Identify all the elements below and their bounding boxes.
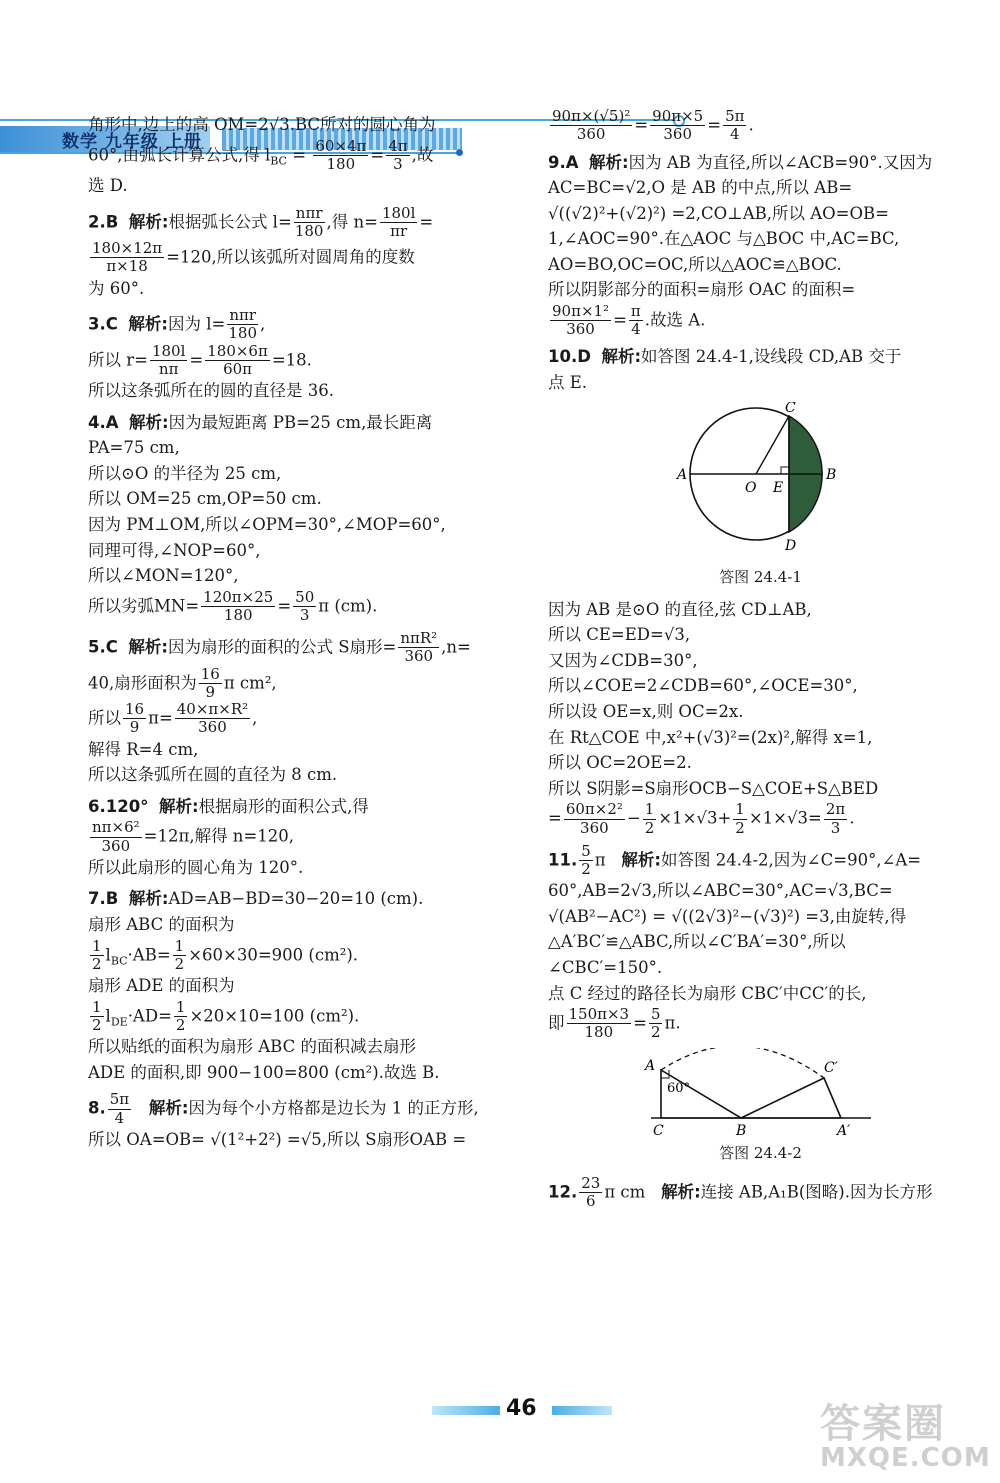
figure-caption: 答图 24.4-1 — [719, 567, 802, 586]
left-column — [88, 112, 508, 1158]
label-C-prime: C′ — [823, 1059, 838, 1076]
label-E: E — [772, 479, 783, 496]
page-number: 46 — [506, 1396, 537, 1421]
answer-10: 10.D 解析:如答图 24.4-1,设线段 CD,AB 交于 点 E. — [548, 347, 902, 392]
label-A-prime: A′ — [836, 1122, 850, 1138]
fraction: $\frac{60\times 4\pi}{180}$ — [315, 136, 367, 173]
label-D: D — [784, 537, 796, 554]
label-O: O — [744, 479, 756, 496]
right-column — [548, 107, 973, 1216]
answer-4: 4.A 解析:因为最短距离 PB=25 cm,最长距离 PA=75 cm, 所以⊙O 的半径为 25 cm, 所以 OM=25 cm,OP=50 cm. 因为 PM⊥OM,所以∠OPM=30°,∠MOP=60°, 同理可得,∠NOP=60°, 所以∠MON=120°, 所以劣弧MN= $\frac{120\pi\times 25}{180}$ = $\frac{50}{3}$ π (cm). — [88, 412, 446, 624]
label-A: A — [676, 466, 687, 483]
label-B: B — [825, 466, 836, 483]
label-angle: 60° — [666, 1080, 690, 1096]
answer-8: 8. $\frac{5\pi}{4}$ 解析:因为每个小方格都是边长为 1 的正方形, 所以 OA=OB= √(1²+2²) =√5,所以 S扇形OAB = — [88, 1090, 479, 1149]
answer-9: 9.A 解析:因为 AB 为直径,所以∠ACB=90°.又因为 AC=BC=√2,O 是 AB 的中点,所以 AB= √((√2)²+(√2)²) =2,CO⊥AB,所以 AO=OB= 1,∠AOC=90°.在△AOC 与△BOC 中,AC=BC, AO=BO,OC=OC,所以△AOC≌△BOC. 所以阴影部分的面积=扇形 OAC 的面积= $\frac{\text{90π×1²}}{360}$ = $\frac{\pi}{4}$ .故选 A. — [548, 152, 933, 339]
label-C: C — [652, 1122, 664, 1138]
fraction: $\frac{4\pi}{3}$ — [388, 136, 408, 173]
q1-continued: 角形中,边上的高 OM=2√3.BC所对的圆心角为 60°,由弧长计算公式,得 $l_{BC}$ = $\frac{60\times 4\pi}{180}$ = $\frac{4\pi}{3}$ ,故 选 D. — [88, 115, 436, 196]
footer-bar-left — [432, 1406, 500, 1415]
q8-continued: $\frac{\text{90π×(√5)²}}{360}$ = $\frac{90\pi\times 5}{360}$ = $\frac{5\pi}{4}$ . — [552, 107, 754, 144]
answer-2: 2.B 解析:根据弧长公式 l= $\frac{\text{nπr}}{180}$ ,得 n= $\frac{180l}{\pi r}$ = $\frac{180\times 12\pi}{\pi\times 18}$ =120,所以该弧所对圆周角的度数 为 60°. — [88, 203, 434, 298]
answer-6: 6.120° 解析:根据扇形的面积公式,得 $\frac{\text{nπ×6²}}{360}$ =12π,解得 n=120, 所以此扇形的圆心角为 120°. — [88, 796, 369, 877]
label-C: C — [784, 401, 796, 416]
answer-3: 3.C 解析:因为 l= $\frac{\text{nπr}}{180}$ , 所以 r= $\frac{180l}{n\pi}$ = $\frac{180\times 6\pi}{60\pi}$ =18. 所以这条弧所在的圆的直径是 36. — [88, 306, 334, 401]
book-title: 数学 九年级 上册 — [62, 132, 202, 152]
figure-24-4-1 — [661, 402, 861, 562]
label-B: B — [735, 1122, 746, 1138]
answer-7: 7.B 解析:AD=AB−BD=30−20=10 (cm). 扇形 ABC 的面积为 $\frac{1}{2}$ $l_{BC}\cdot AB=$ $\frac{1}{2}$ ×60×30=900 (cm²). 扇形 ADE 的面积为 $\frac{1}{2}$ $l_{DE}\cdot AD=$ $\frac{1}{2}$ ×20×10=100 (cm²). 所以贴纸的面积为扇形 ABC 的面积减去扇形 ADE 的面积,即 900−100=800 (cm²).故选 B. — [88, 889, 440, 1082]
answer-11: 11. $\frac{5}{2}$ π 解析:如答图 24.4-2,因为∠C=90°,∠A= 60°,AB=2√3,所以∠ABC=30°,AC=√3,BC= √(AB²−AC²) = √((2√3)²−(√3)²) =3,由旋转,得 △A′BC′≌△ABC,所以∠C′BA′=30°,所以 ∠CBC′=150°. 点 C 经过的路径长为扇形 CBC′中CC′的长, 即 $\frac{150\pi\times 3}{180}$ = $\frac{5}{2}$ π. — [548, 841, 922, 1042]
watermark: 答案圈 MXQE.COM — [820, 1401, 991, 1473]
footer-bar-right — [552, 1406, 612, 1415]
answer-12: 12. $\frac{23}{6}$ π cm 解析:连接 AB,A₁B(图略).因为长方形 — [548, 1173, 933, 1211]
answer-5: 5.C 解析:因为扇形的面积的公式 S扇形= $\frac{\text{nπR²}}{360}$ ,n= 40,扇形面积为 $\frac{16}{9}$ π cm², 所以 $\frac{16}{9}$ π= $\frac{\text{40×π×R²}}{360}$ , 解得 R=4 cm, 所以这条弧所在圆的直径为 8 cm. — [88, 629, 471, 785]
arc-path — [661, 1048, 824, 1078]
figure-caption: 答图 24.4-2 — [719, 1143, 802, 1162]
answer-10-body: 因为 AB 是⊙O 的直径,弦 CD⊥AB, 所以 CE=ED=√3, 又因为∠CDB=30°, 所以∠COE=2∠CDB=60°,∠OCE=30°, 所以设 OE=x,则 OC=2x. 在 Rt△COE 中,x²+(√3)²=(2x)²,解得 x=1, 所以 OC=2OE=2. 所以 S阴影=S扇形OCB−S△COE+S△BED = $\frac{\text{60π×2²}}{360}$ − $\frac{1}{2}$ ×1×√3+ $\frac{1}{2}$ ×1×√3= $\frac{2\pi}{3}$ . — [548, 599, 879, 837]
figure-24-4-2 — [641, 1048, 881, 1138]
label-A: A — [644, 1057, 655, 1074]
